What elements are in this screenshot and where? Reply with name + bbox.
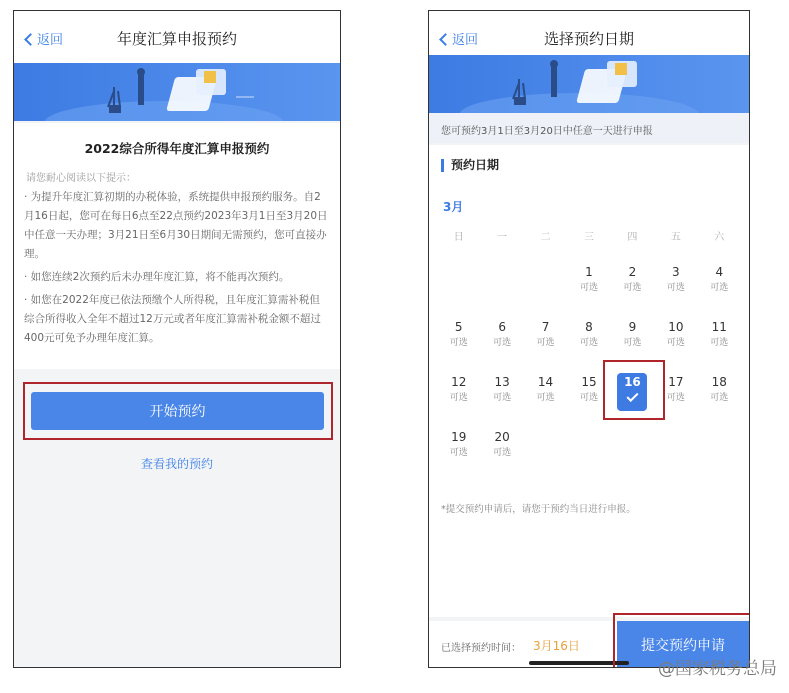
calendar-day-5[interactable]	[437, 312, 480, 367]
calendar-day-11[interactable]	[698, 312, 741, 367]
selected-time-label: 已选择预约时间：	[441, 643, 521, 654]
calendar-day-18[interactable]	[698, 367, 741, 422]
left-back-label: 返回	[37, 33, 64, 48]
date-range-info: 您可预约3月1日至3月20日中任意一天进行申报	[429, 113, 749, 143]
highlight-frame-start	[23, 382, 333, 440]
calendar-day-7[interactable]	[524, 312, 567, 367]
watermark-text: @国家税务总局	[658, 659, 777, 679]
calendar-day-4[interactable]	[698, 257, 741, 312]
day-number: 3	[672, 265, 680, 279]
calendar-day-9[interactable]	[611, 312, 654, 367]
day-number: 12	[451, 375, 467, 389]
month-label: 3月	[443, 200, 464, 214]
weekday-wed: 三	[583, 232, 594, 243]
day-number: 15	[581, 375, 597, 389]
banner-illustration	[14, 63, 340, 121]
weekday-thu: 四	[627, 232, 638, 243]
calendar-empty-cell	[437, 257, 480, 312]
calendar-day-12[interactable]	[437, 367, 480, 422]
day-status: 可选	[493, 448, 512, 458]
weekday-fri: 五	[670, 232, 681, 243]
day-number: 7	[541, 320, 550, 334]
day-status: 可选	[449, 338, 468, 348]
banner-illustration	[429, 55, 749, 113]
day-number: 17	[668, 375, 684, 389]
day-status: 可选	[710, 393, 729, 403]
weekday-tue: 二	[540, 232, 551, 243]
calendar-grid	[437, 257, 741, 477]
day-number: 4	[715, 265, 724, 279]
day-number: 5	[454, 320, 463, 334]
start-appointment-button[interactable]: 开始预约	[31, 392, 324, 430]
day-number: 1	[585, 265, 593, 279]
day-number: 18	[711, 375, 727, 389]
day-number: 19	[451, 430, 467, 444]
day-status: 可选	[579, 393, 598, 403]
left-info-card	[14, 123, 340, 369]
left-banner	[14, 63, 340, 121]
left-phone-screen	[13, 10, 341, 668]
day-number: 11	[711, 320, 727, 334]
calendar-day-1[interactable]	[567, 257, 610, 312]
info-paragraph-1: · 为提升年度汇算初期的办税体验，系统提供申报预约服务。自2月16日起，您可在每日6点至22点预约2023年3月1日至3月20日中任意一天办理；3月21日至6月30日期间无需预约，您可直接办理。	[24, 191, 328, 260]
footnote-text: *提交预约申请后，请您于预约当日进行申报。	[441, 504, 636, 515]
appointment-date-label: 预约日期	[441, 159, 499, 172]
day-status: 可选	[536, 338, 555, 348]
day-status: 可选	[710, 338, 729, 348]
day-number: 6	[498, 320, 506, 334]
weekday-sat: 六	[714, 232, 725, 243]
day-status: 可选	[449, 393, 468, 403]
submit-appointment-button[interactable]: 提交预约申请	[617, 621, 749, 668]
day-number: 2	[628, 265, 637, 279]
right-phone-screen	[428, 10, 750, 668]
left-page-title: 年度汇算申报预约	[116, 30, 237, 48]
calendar-card	[429, 145, 749, 617]
calendar-day-20[interactable]	[480, 422, 523, 477]
weekday-mon: 一	[497, 232, 508, 243]
day-status: 可选	[449, 448, 468, 458]
view-my-appointment-link[interactable]: 查看我的预约	[140, 457, 213, 471]
day-number: 20	[494, 430, 510, 444]
right-page-title: 选择预约日期	[543, 30, 634, 48]
right-banner	[429, 55, 749, 113]
notice-text: 请您耐心阅读以下提示：	[26, 173, 136, 184]
day-status: 可选	[710, 283, 729, 293]
appointment-heading: 2022综合所得年度汇算申报预约	[84, 141, 270, 156]
day-status: 可选	[666, 393, 685, 403]
day-status: 可选	[666, 283, 685, 293]
calendar-day-10[interactable]	[654, 312, 697, 367]
day-status: 可选	[623, 283, 642, 293]
day-number: 8	[585, 320, 593, 334]
right-back-label: 返回	[452, 33, 479, 48]
day-status: 可选	[579, 338, 598, 348]
day-status: 可选	[493, 393, 512, 403]
calendar-day-14[interactable]	[524, 367, 567, 422]
weekday-header-row	[437, 228, 741, 248]
info-paragraph-3: · 如您在2022年度已依法预缴个人所得税，且年度汇算需补税但综合所得收入全年不超过12万元或者年度汇算需补税金额不超过400元可免予办理年度汇算。	[24, 294, 321, 344]
left-navbar	[14, 11, 340, 63]
calendar-day-3[interactable]	[654, 257, 697, 312]
info-paragraph-2: · 如您连续2次预约后未办理年度汇算，将不能再次预约。	[24, 271, 290, 283]
day-status: 可选	[579, 283, 598, 293]
day-status: 可选	[493, 338, 512, 348]
day-status: 可选	[666, 338, 685, 348]
selected-time-value: 3月16日	[533, 639, 580, 653]
day-status: 可选	[536, 393, 555, 403]
day-status: 可选	[623, 338, 642, 348]
day-number: 13	[494, 375, 510, 389]
day-number: 14	[537, 375, 554, 389]
calendar-empty-cell	[480, 257, 523, 312]
highlight-frame-selected-day	[603, 360, 665, 420]
weekday-sun: 日	[453, 232, 464, 243]
calendar-day-19[interactable]	[437, 422, 480, 477]
calendar-day-13[interactable]	[480, 367, 523, 422]
day-number: 10	[668, 320, 684, 334]
calendar-day-6[interactable]	[480, 312, 523, 367]
calendar-empty-cell	[524, 257, 567, 312]
day-number: 16	[624, 375, 641, 389]
calendar-day-2[interactable]	[611, 257, 654, 312]
day-number: 9	[628, 320, 637, 334]
calendar-day-8[interactable]	[567, 312, 610, 367]
